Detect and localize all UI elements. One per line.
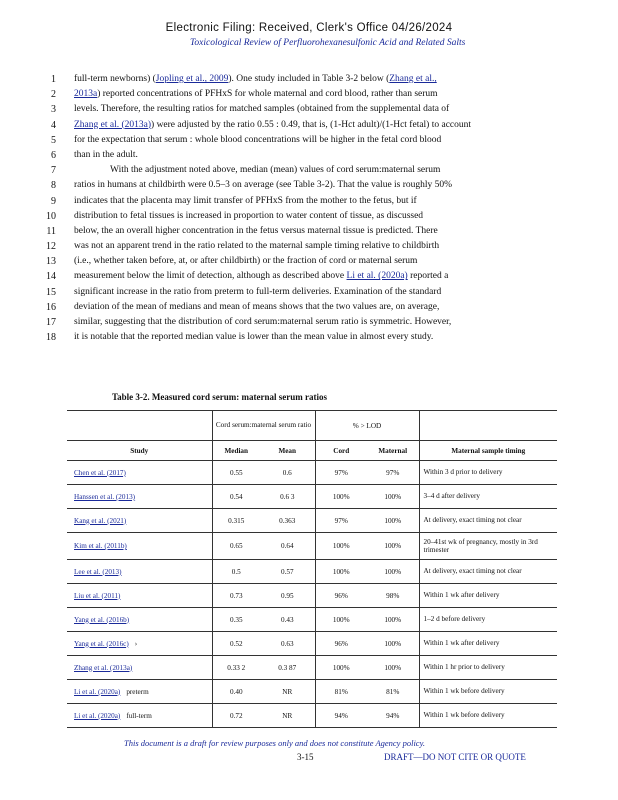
text-line [0, 254, 618, 269]
line-text [74, 87, 544, 102]
cord-cell: 100% [315, 560, 367, 584]
median-cell: 0.52 [212, 632, 260, 656]
line-text [74, 72, 544, 87]
citation-link[interactable]: 2013a [74, 89, 98, 100]
ratio-table [67, 410, 557, 728]
line-text [74, 148, 544, 163]
timing-cell: Within 1 hr prior to delivery [419, 656, 557, 680]
study-citation-link[interactable]: Chen et al. (2017) [74, 468, 126, 477]
mean-cell: 0.3 87 [260, 656, 315, 680]
text-line [0, 209, 618, 224]
line-text [74, 285, 544, 300]
text-line [0, 330, 618, 345]
mean-cell: 0.6 [260, 461, 315, 485]
table-row [67, 533, 557, 560]
mean-header: Mean [260, 441, 315, 461]
draft-disclaimer: This document is a draft for review purposes only and does not constitute Agency policy. [124, 738, 426, 748]
line-number: 4 [51, 119, 56, 131]
line-text [74, 254, 544, 269]
line-number: 9 [51, 195, 56, 207]
timing-cell: 20–41st wk of pregnancy, mostly in 3rd trimester [419, 533, 557, 560]
line-segment: levels. Therefore, the resulting ratios for matched samples (obtained from the supplemental data of [74, 104, 450, 115]
line-segment: significant increase in the ratio from preterm to full-term deliveries. Examination of the standard [74, 286, 442, 297]
line-number: 10 [46, 210, 56, 222]
ratio-group-header: Cord serum:maternal serum ratio [212, 411, 315, 441]
study-header: Study [67, 441, 212, 461]
text-line [0, 163, 618, 178]
timing-cell: At delivery, exact timing not clear [419, 560, 557, 584]
mean-cell: 0.95 [260, 584, 315, 608]
body-text [0, 72, 618, 345]
line-segment: it is notable that the reported median value is lower than the mean value in almost every study. [74, 332, 434, 343]
cord-cell: 100% [315, 608, 367, 632]
cord-cell: 97% [315, 509, 367, 533]
cord-cell: 100% [315, 533, 367, 560]
text-line [0, 194, 618, 209]
line-number: 7 [51, 165, 56, 177]
mean-cell: 0.57 [260, 560, 315, 584]
line-text [74, 178, 544, 193]
line-text [74, 209, 544, 224]
line-text [74, 315, 544, 330]
line-text [110, 163, 580, 178]
maternal-cell: 100% [367, 533, 419, 560]
table-row [67, 485, 557, 509]
median-cell: 0.72 [212, 704, 260, 728]
document-title: Toxicological Review of Perfluorohexanesulfonic Acid and Related Salts [190, 38, 466, 48]
median-header: Median [212, 441, 260, 461]
maternal-cell: 100% [367, 656, 419, 680]
line-number: 17 [46, 317, 56, 328]
timing-cell: Within 1 wk before delivery [419, 704, 557, 728]
text-line [0, 269, 618, 284]
study-cell [67, 704, 212, 728]
timing-cell: Within 1 wk before delivery [419, 680, 557, 704]
line-number: 5 [51, 134, 56, 146]
maternal-cell: 81% [367, 680, 419, 704]
line-number: 14 [46, 271, 56, 283]
cord-cell: 94% [315, 704, 367, 728]
table-row [67, 632, 557, 656]
study-citation-link[interactable]: Yang et al. (2016b) [74, 615, 130, 624]
line-segment: ratios in humans at childbirth were 0.5–3 on average (see Table 3-2). That the value is roughly 50% [74, 180, 453, 191]
median-cell: 0.35 [212, 608, 260, 632]
line-segment: was not an apparent trend in the ratio related to the maternal sample timing relative to childbirth [74, 241, 440, 252]
table-row [67, 704, 557, 728]
study-cell [67, 533, 212, 560]
line-segment: below, the an overall higher concentration in the fetus versus maternal tissue is predicted. There [74, 225, 438, 236]
citation-link[interactable]: Jopling et al., 2009 [155, 74, 229, 84]
timing-cell: Within 3 d prior to delivery [419, 461, 557, 485]
line-segment: full-term newborns) ( [74, 74, 156, 84]
median-cell: 0.65 [212, 533, 260, 560]
line-segment: With the adjustment noted above, median (mean) values of cord serum:maternal serum [110, 165, 441, 176]
line-number: 6 [51, 149, 56, 161]
study-cell [67, 632, 212, 656]
mean-cell: NR [260, 680, 315, 704]
text-line [0, 72, 618, 87]
line-number: 3 [51, 104, 56, 116]
line-text [74, 133, 544, 148]
line-segment: similar, suggesting that the distribution of cord serum:maternal serum ratio is symmetric. However, [74, 317, 452, 327]
line-segment: ). One study included in Table 3-2 below ( [228, 74, 390, 84]
timing-cell: Within 1 wk after delivery [419, 632, 557, 656]
line-text [74, 269, 544, 284]
study-cell [67, 656, 212, 680]
line-number: 15 [46, 286, 56, 298]
table-caption: Table 3-2. Measured cord serum: maternal serum ratios [112, 392, 327, 402]
study-cell [67, 509, 212, 533]
mean-cell: 0.363 [260, 509, 315, 533]
median-cell: 0.315 [212, 509, 260, 533]
study-qualifier: › [134, 639, 138, 648]
study-cell [67, 608, 212, 632]
study-cell [67, 485, 212, 509]
maternal-cell: 100% [367, 632, 419, 656]
line-number: 11 [46, 225, 56, 237]
line-text [74, 330, 544, 345]
line-text [74, 194, 544, 209]
text-line [0, 239, 618, 254]
table-row [67, 461, 557, 485]
table-row [67, 656, 557, 680]
median-cell: 0.54 [212, 485, 260, 509]
mean-cell: NR [260, 704, 315, 728]
table-row [67, 584, 557, 608]
text-line [0, 285, 618, 300]
line-text [74, 300, 544, 315]
maternal-cell: 97% [367, 461, 419, 485]
study-cell [67, 584, 212, 608]
lod-group-header: % > LOD [315, 411, 419, 441]
citation-link[interactable]: Zhang et al., [389, 74, 437, 84]
filing-stamp: Electronic Filing: Received, Clerk's Office 04/26/2024 [165, 22, 453, 34]
line-segment: ) were adjusted by the ratio 0.55 : 0.49, that is, (1-Hct adult)/(1-Hct fetal) to account [151, 119, 472, 130]
cord-header: Cord [315, 441, 367, 461]
mean-cell: 0.63 [260, 632, 315, 656]
line-number: 1 [51, 74, 56, 85]
study-citation-link[interactable]: Kang et al. (2021) [74, 516, 127, 525]
study-qualifier: preterm [126, 687, 149, 696]
study-citation-link[interactable]: Lee et al. (2013) [74, 567, 122, 576]
study-citation-link[interactable]: Zhang et al. (2013a) [74, 663, 133, 672]
timing-cell: 3–4 d after delivery [419, 485, 557, 509]
study-qualifier: full-term [126, 711, 152, 720]
line-segment: deviation of the mean of medians and mean of means shows that the two values are, on average, [74, 301, 440, 312]
citation-link[interactable]: Li et al. (2020a) [346, 271, 408, 282]
maternal-cell: 100% [367, 509, 419, 533]
study-citation-link[interactable]: Yang et al. (2016c) [74, 639, 129, 648]
page-number: 3-15 [297, 752, 314, 762]
table-row [67, 509, 557, 533]
timing-header: Maternal sample timing [419, 441, 557, 461]
study-cell [67, 560, 212, 584]
line-segment: (i.e., whether taken before, at, or after childbirth) or the fraction of cord or maternal serum [74, 256, 418, 267]
line-number: 16 [46, 301, 56, 313]
study-cell [67, 461, 212, 485]
mean-cell: 0.43 [260, 608, 315, 632]
median-cell: 0.40 [212, 680, 260, 704]
text-line [0, 118, 618, 133]
text-line [0, 300, 618, 315]
citation-link[interactable]: Zhang et al. (2013a) [74, 119, 152, 130]
study-citation-link[interactable]: Li et al. (2020a) [74, 687, 121, 696]
cord-cell: 96% [315, 632, 367, 656]
timing-cell: Within 1 wk after delivery [419, 584, 557, 608]
line-segment: for the expectation that serum : whole blood concentrations will be higher in the fetal cord blood [74, 134, 442, 145]
median-cell: 0.5 [212, 560, 260, 584]
study-citation-link[interactable]: Hanssen et al. (2013) [74, 492, 136, 501]
line-number: 12 [46, 241, 56, 253]
cord-cell: 97% [315, 461, 367, 485]
text-line [0, 178, 618, 193]
cord-cell: 96% [315, 584, 367, 608]
line-segment: measurement below the limit of detection, although as described above [74, 271, 347, 282]
maternal-cell: 100% [367, 608, 419, 632]
line-number: 13 [46, 256, 56, 268]
line-number: 8 [51, 180, 56, 192]
line-text [74, 102, 544, 117]
text-line [0, 224, 618, 239]
cord-cell: 100% [315, 656, 367, 680]
draft-notice: DRAFT—DO NOT CITE OR QUOTE [384, 752, 526, 762]
median-cell: 0.73 [212, 584, 260, 608]
line-text [74, 239, 544, 254]
timing-cell: 1–2 d before delivery [419, 608, 557, 632]
line-segment: than in the adult. [74, 149, 138, 160]
line-number: 2 [51, 89, 56, 101]
table-row [67, 680, 557, 704]
text-line [0, 148, 618, 163]
header-blank [67, 411, 212, 441]
maternal-cell: 94% [367, 704, 419, 728]
line-segment: ) reported concentrations of PFHxS for whole maternal and cord blood, rather than serum [97, 89, 438, 100]
text-line [0, 315, 618, 330]
table-row [67, 560, 557, 584]
text-line [0, 102, 618, 117]
text-line [0, 133, 618, 148]
study-citation-link[interactable]: Liu et al. (2011) [74, 591, 121, 600]
study-cell [67, 680, 212, 704]
mean-cell: 0.64 [260, 533, 315, 560]
cord-cell: 81% [315, 680, 367, 704]
line-text [74, 118, 544, 133]
maternal-cell: 100% [367, 485, 419, 509]
median-cell: 0.55 [212, 461, 260, 485]
study-citation-link[interactable]: Li et al. (2020a) [74, 711, 121, 720]
maternal-header: Maternal [367, 441, 419, 461]
line-segment: indicates that the placenta may limit transfer of PFHxS from the mother to the fetus, but if [74, 195, 417, 206]
header-blank-right [419, 411, 557, 441]
line-text [74, 224, 544, 239]
maternal-cell: 98% [367, 584, 419, 608]
text-line [0, 87, 618, 102]
median-cell: 0.33 2 [212, 656, 260, 680]
study-citation-link[interactable]: Kim et al. (2011b) [74, 542, 127, 550]
timing-cell: At delivery, exact timing not clear [419, 509, 557, 533]
cord-cell: 100% [315, 485, 367, 509]
line-segment: distribution to fetal tissues is increased in proportion to water content of tissue, as discussed [74, 210, 424, 221]
maternal-cell: 100% [367, 560, 419, 584]
table-row [67, 608, 557, 632]
line-segment: reported a [407, 271, 449, 282]
mean-cell: 0.6 3 [260, 485, 315, 509]
line-number: 18 [46, 332, 56, 344]
